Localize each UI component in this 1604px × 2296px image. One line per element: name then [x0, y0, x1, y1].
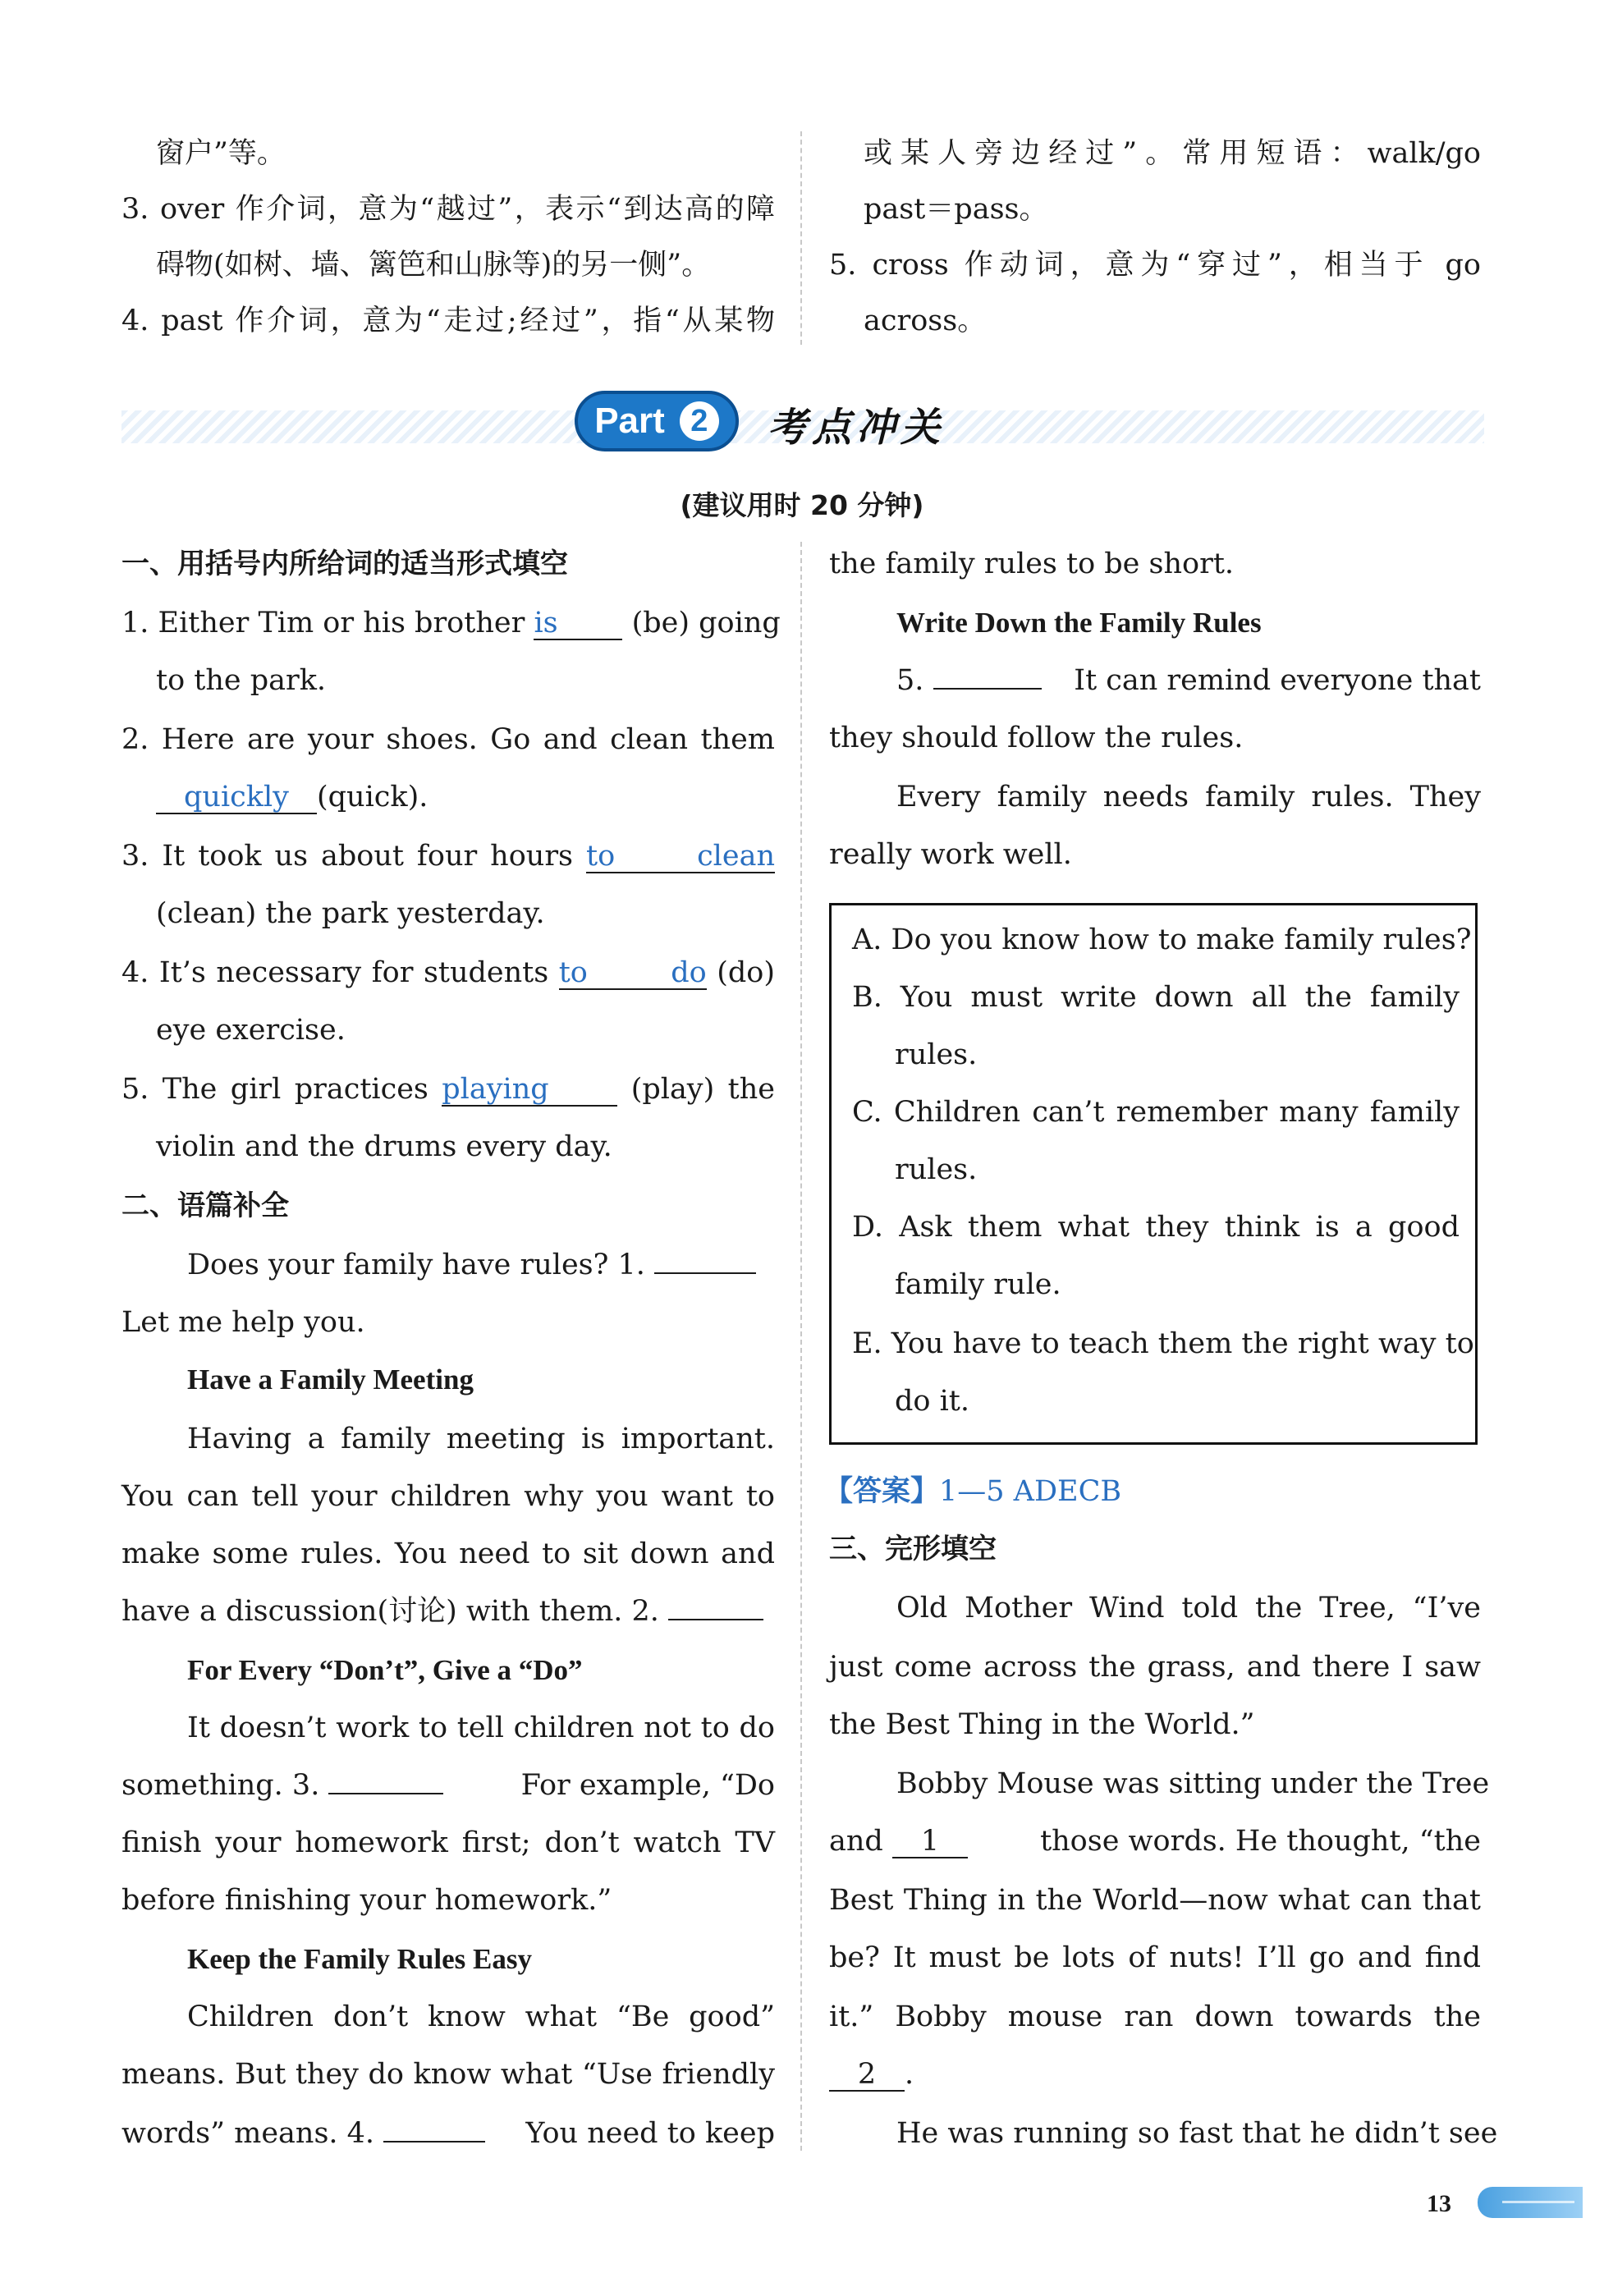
s2-right-blank5-label: 5. — [896, 664, 924, 697]
s1-item3-answer: to clean — [586, 840, 775, 873]
s1-item3 — [121, 837, 775, 875]
s3-line-9 — [829, 2055, 914, 2093]
top-right-line-3: 5. cross 作动词，意为“穿过”，相当于 go — [829, 249, 1481, 282]
top-left-line-1: 窗户”等。 — [156, 137, 286, 170]
s1-item1-text: 1. Either Tim or his brother — [121, 607, 525, 639]
s2-line-1-text: Does your family have rules? 1. — [187, 1249, 645, 1281]
s2-line-1 — [187, 1246, 756, 1284]
s2-line-5: You can tell your children why you want to — [121, 1480, 775, 1513]
option-b: B. You must write down all the family — [852, 981, 1460, 1014]
s3-line-3: the Best Thing in the World.” — [829, 1708, 1255, 1741]
cloze-blank-2[interactable]: 2 — [829, 2059, 905, 2092]
s3-line-4: Bobby Mouse was sitting under the Tree — [896, 1767, 1490, 1800]
s3-line-5 — [829, 1822, 1481, 1860]
option-c-cont: rules. — [895, 1153, 978, 1186]
cloze-blank-1[interactable]: 1 — [892, 1826, 968, 1858]
s2-line-15: Children don’t know what “Be good” — [187, 2000, 775, 2033]
top-left-line-4: 4. past 作介词，意为“走过;经过”，指“从某物 — [121, 305, 775, 337]
suggested-time: (建议用时 20 分钟) — [680, 489, 924, 521]
option-d-cont: family rule. — [895, 1268, 1061, 1301]
s3-line-8: it.” Bobby mouse ran down towards the — [829, 2000, 1481, 2033]
s2-subheading-1: Have a Family Meeting — [187, 1363, 474, 1395]
option-e-cont: do it. — [895, 1385, 969, 1418]
s1-item4-cont: eye exercise. — [156, 1014, 346, 1047]
s2-subheading-2: For Every “Don’t”, Give a “Do” — [187, 1654, 583, 1686]
top-left-line-2: 3. over 作介词，意为“越过”，表示“到达高的障 — [121, 193, 775, 226]
s2-line-9: It doesn’t work to tell children not to do — [187, 1712, 775, 1744]
answer-text: 1—5 ADECB — [939, 1475, 1122, 1508]
page-number: 13 — [1427, 2190, 1451, 2217]
s1-item5-hint: (play) the — [630, 1073, 775, 1106]
s1-item3-text: 3. It took us about four hours — [121, 840, 574, 873]
option-c: C. Children can’t remember many family — [852, 1096, 1460, 1129]
option-e: E. You have to teach them the right way to — [852, 1327, 1474, 1360]
s1-item4 — [121, 954, 775, 992]
s3-line-6: Best Thing in the World—now what can that — [829, 1884, 1481, 1917]
top-right-line-1: 或某人旁边经过”。常用短语：walk/go — [864, 137, 1481, 170]
s2-line-13: before finishing your homework.” — [121, 1884, 612, 1917]
s3-line-2: just come across the grass, and there I saw — [829, 1651, 1481, 1684]
column-divider-main — [800, 542, 802, 2151]
option-a: A. Do you know how to make family rules? — [852, 923, 1472, 956]
s3-line-5-tail: those words. He thought, “the — [1040, 1825, 1481, 1858]
s3-line-5-text: and — [829, 1825, 883, 1858]
s2-line-17-tail: You need to keep — [525, 2117, 775, 2150]
s1-item2-hint: (quick). — [317, 781, 428, 813]
s2-line-7 — [121, 1593, 763, 1630]
s2-blank-4[interactable] — [383, 2116, 485, 2142]
s1-item5-cont: violin and the drums every day. — [156, 1130, 612, 1163]
s3-line-10: He was running so fast that he didn’t see — [896, 2117, 1498, 2150]
s2-line-6: make some rules. You need to sit down and — [121, 1538, 775, 1570]
s3-line-1: Old Mother Wind told the Tree, “I’ve — [896, 1592, 1481, 1625]
option-d: D. Ask them what they think is a good — [852, 1211, 1460, 1244]
s1-item4-hint: (do) — [717, 956, 775, 989]
s2-line-12: finish your homework first; don’t watch TV — [121, 1826, 775, 1859]
s2-subheading-4: Write Down the Family Rules — [896, 607, 1262, 639]
s1-item1-answer: is — [534, 607, 622, 640]
s1-item1-hint: (be) going — [631, 607, 781, 639]
s2-right-line-3-tail: It can remind everyone that — [1074, 664, 1481, 697]
section1-heading: 一、用括号内所给词的适当形式填空 — [121, 548, 568, 580]
s1-item3-cont: (clean) the park yesterday. — [156, 897, 545, 930]
part-badge — [575, 391, 739, 451]
part-label: Part — [594, 401, 665, 441]
s2-right-line-6: really work well. — [829, 838, 1072, 871]
s2-blank-2[interactable] — [668, 1594, 763, 1620]
s3-line-9-period: . — [905, 2058, 914, 2091]
s1-item5-answer: playing — [442, 1074, 617, 1107]
s1-item2: 2. Here are your shoes. Go and clean them — [121, 723, 775, 756]
s2-blank-5[interactable] — [933, 663, 1042, 690]
s1-item5 — [121, 1070, 775, 1108]
s3-line-7: be? It must be lots of nuts! I’ll go and find — [829, 1941, 1481, 1974]
s1-item5-text: 5. The girl practices — [121, 1073, 428, 1106]
s2-right-line-5: Every family needs family rules. They — [896, 781, 1481, 813]
page-number-bar — [1478, 2187, 1583, 2218]
answer-tag: 【答案】 — [824, 1475, 940, 1508]
section3-heading: 三、完形填空 — [829, 1533, 997, 1565]
answer-key — [824, 1473, 1121, 1510]
s2-subheading-3: Keep the Family Rules Easy — [187, 1943, 532, 1975]
s2-line-10-text: something. 3. — [121, 1769, 320, 1802]
s2-right-line-4: they should follow the rules. — [829, 722, 1244, 754]
s2-line-17 — [121, 2115, 775, 2152]
s2-blank-1[interactable] — [654, 1248, 756, 1274]
section2-heading: 二、语篇补全 — [121, 1189, 289, 1222]
s2-line-4: Having a family meeting is important. — [187, 1423, 775, 1455]
column-divider-top — [800, 131, 802, 345]
s1-item2-cont — [156, 778, 428, 816]
s1-item1 — [121, 604, 781, 642]
part-title: 考点冲关 — [768, 405, 946, 451]
s2-line-16: means. But they do know what “Use friendly — [121, 2058, 775, 2091]
s2-right-line-1: the family rules to be short. — [829, 548, 1235, 580]
s1-item1-cont: to the park. — [156, 664, 327, 697]
s2-line-7-text: have a discussion(讨论) with them. 2. — [121, 1595, 659, 1628]
s1-item4-text: 4. It’s necessary for students — [121, 956, 549, 989]
s1-item2-answer: quickly — [156, 781, 317, 814]
top-right-line-2: past＝pass。 — [864, 193, 1048, 226]
s2-line-10-tail: For example, “Do — [520, 1769, 775, 1802]
s2-line-17-text: words” means. 4. — [121, 2117, 375, 2150]
top-right-line-4: across。 — [864, 305, 987, 337]
option-b-cont: rules. — [895, 1038, 978, 1071]
s1-item4-answer: to do — [558, 956, 707, 989]
s2-line-2: Let me help you. — [121, 1306, 365, 1339]
top-left-line-3: 碍物(如树、墙、篱笆和山脉等)的另一侧”。 — [156, 249, 711, 282]
s2-right-line-3 — [896, 662, 1481, 699]
s2-blank-3[interactable] — [328, 1768, 443, 1794]
s2-line-10 — [121, 1767, 775, 1804]
part-number: 2 — [680, 401, 719, 441]
